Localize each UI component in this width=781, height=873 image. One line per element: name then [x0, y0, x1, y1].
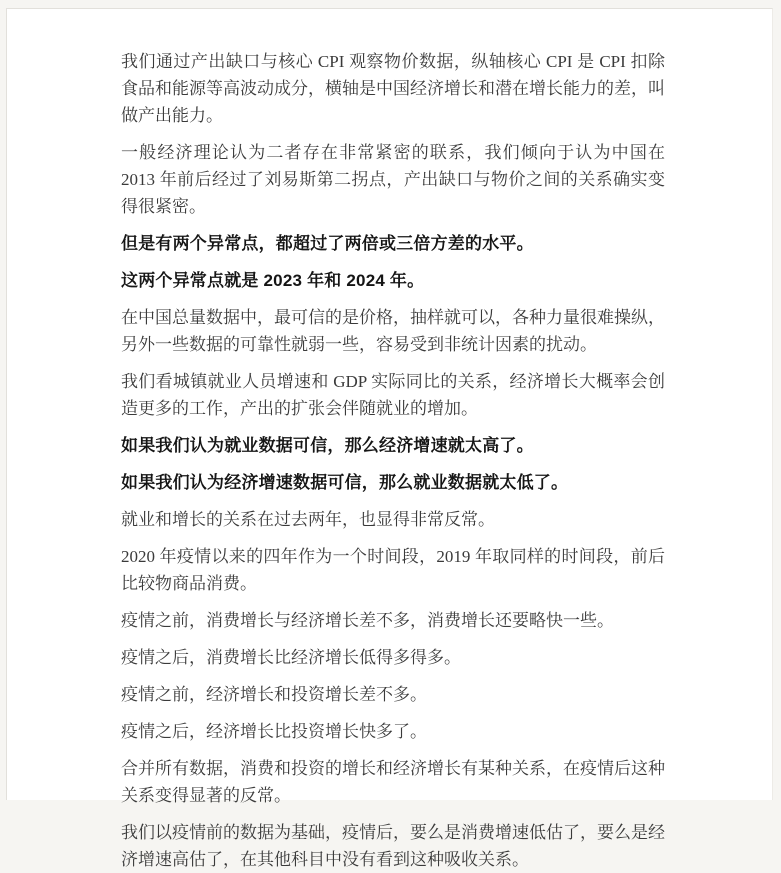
paragraph-1: 我们通过产出缺口与核心 CPI 观察物价数据，纵轴核心 CPI 是 CPI 扣除食品和能源等高波动成分，横轴是中国经济增长和潜在增长能力的差，叫做产出能力。 [121, 52, 665, 125]
document-body [7, 9, 772, 873]
paragraph-13: 疫情之前，经济增长和投资增长差不多。 [121, 685, 427, 704]
paragraph-6: 我们看城镇就业人员增速和 GDP 实际同比的关系，经济增长大概率会创造更多的工作，产出的扩张会伴随就业的增加。 [121, 372, 665, 418]
paragraph-2: 一般经济理论认为二者存在非常紧密的联系，我们倾向于认为中国在 2013 年前后经过了刘易斯第二拐点，产出缺口与物价之间的关系确实变得很紧密。 [121, 143, 665, 216]
paragraph-3: 但是有两个异常点，都超过了两倍或三倍方差的水平。 [121, 234, 534, 253]
paragraph-9: 就业和增长的关系在过去两年，也显得非常反常。 [121, 510, 495, 529]
paragraph-10: 2020 年疫情以来的四年作为一个时间段，2019 年取同样的时间段，前后比较物商品消费。 [121, 547, 665, 593]
paragraph-12: 疫情之后，消费增长比经济增长低得多得多。 [121, 648, 461, 667]
paragraph-8: 如果我们认为经济增速数据可信，那么就业数据就太低了。 [121, 473, 569, 492]
paragraph-14: 疫情之后，经济增长比投资增长快多了。 [121, 722, 427, 741]
document-page [6, 8, 773, 869]
paragraph-16: 我们以疫情前的数据为基础，疫情后，要么是消费增速低估了，要么是经济增速高估了，在其他科目中没有看到这种吸收关系。 [121, 823, 665, 869]
paragraph-4: 这两个异常点就是 2023 年和 2024 年。 [121, 271, 425, 290]
paragraph-7: 如果我们认为就业数据可信，那么经济增速就太高了。 [121, 436, 534, 455]
paragraph-11: 疫情之前，消费增长与经济增长差不多，消费增长还要略快一些。 [121, 611, 614, 630]
paragraph-5: 在中国总量数据中，最可信的是价格，抽样就可以，各种力量很难操纵，另外一些数据的可靠性就弱一些，容易受到非统计因素的扰动。 [121, 308, 665, 354]
paragraph-15: 合并所有数据，消费和投资的增长和经济增长有某种关系，在疫情后这种关系变得显著的反常。 [121, 759, 665, 805]
